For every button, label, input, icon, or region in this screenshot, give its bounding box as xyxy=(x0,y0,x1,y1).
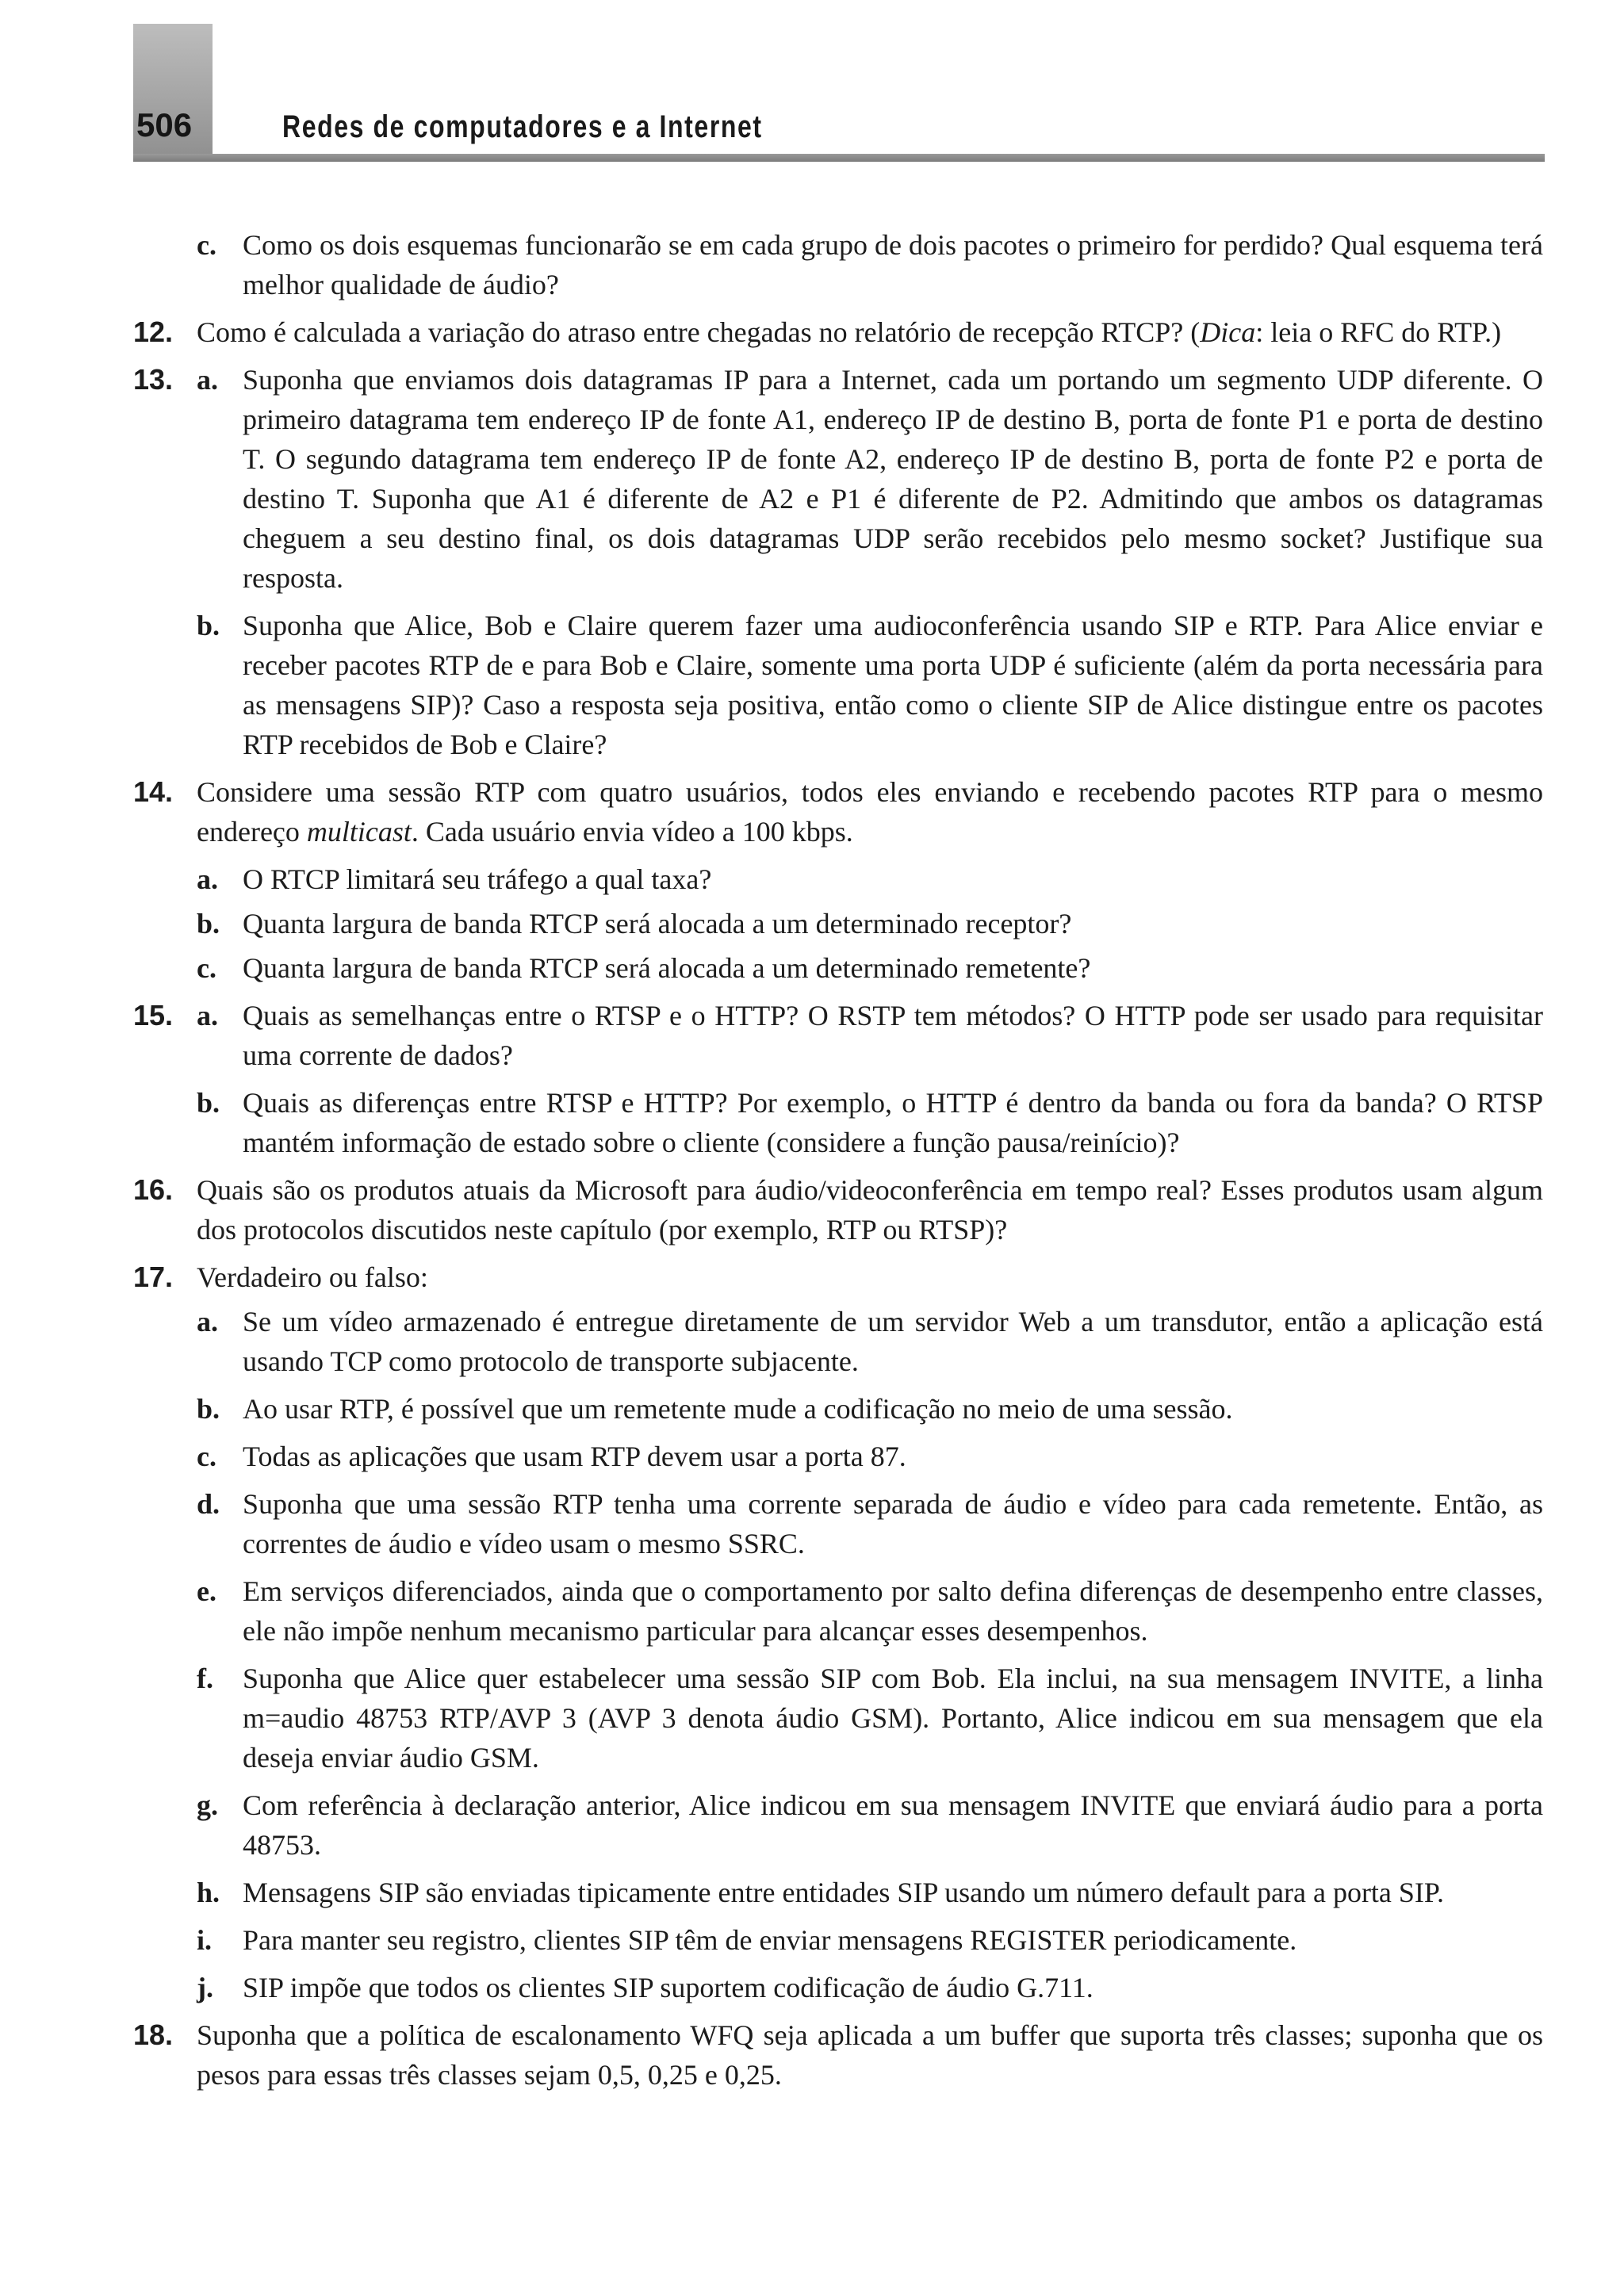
page-header xyxy=(133,24,1545,159)
question-11c xyxy=(133,225,1543,304)
item-letter: c. xyxy=(197,229,216,261)
item-letter: i. xyxy=(197,1924,213,1956)
question-text-emphasis: multicast xyxy=(306,816,412,848)
question-17h xyxy=(133,1873,1543,1912)
item-text: Com referência à declaração anterior, Alice indicou em sua mensagem INVITE que enviará áudio para a porta 48753. xyxy=(243,1789,1543,1861)
exercise-list xyxy=(133,225,1543,2103)
header-rule xyxy=(133,154,1545,162)
question-15a xyxy=(133,996,1543,1075)
item-letter: a. xyxy=(197,863,218,895)
item-letter: b. xyxy=(197,1087,220,1119)
question-number: 16. xyxy=(133,1173,174,1206)
item-letter: f. xyxy=(197,1663,213,1694)
question-text: Suponha que a política de escalonamento WFQ seja aplicada a um buffer que suporta três classes; suponha que os pesos para essas três classes sejam 0,5, 0,25 e 0,25. xyxy=(197,2019,1543,2091)
question-17c xyxy=(133,1437,1543,1476)
item-text: Suponha que Alice quer estabelecer uma sessão SIP com Bob. Ela inclui, na sua mensagem INVITE, a linha m=audio 48753 RTP/AVP 3 (AVP 3 denota áudio GSM). Portanto, Alice indicou em sua mensagem que ela deseja enviar áudio GSM. xyxy=(243,1663,1543,1774)
question-13a xyxy=(133,360,1543,598)
item-text: Suponha que uma sessão RTP tenha uma corrente separada de áudio e vídeo para cada remetente. Então, as correntes de áudio e vídeo usam o mesmo SSRC. xyxy=(243,1488,1543,1559)
question-number: 18. xyxy=(133,2019,174,2051)
item-text: Como os dois esquemas funcionarão se em cada grupo de dois pacotes o primeiro for perdido? Qual esquema terá melhor qualidade de áudio? xyxy=(243,229,1543,300)
question-17 xyxy=(133,1257,1543,1297)
question-17b xyxy=(133,1389,1543,1429)
question-text: Considere uma sessão RTP com quatro usuários, todos eles enviando e recebendo pacotes RTP para o mesmo endereço xyxy=(197,776,1543,848)
question-17g xyxy=(133,1785,1543,1865)
question-14 xyxy=(133,772,1543,851)
item-text: Para manter seu registro, clientes SIP têm de enviar mensagens REGISTER periodicamente. xyxy=(243,1924,1297,1956)
item-letter: a. xyxy=(197,364,218,396)
item-text: Mensagens SIP são enviadas tipicamente entre entidades SIP usando um número default para a porta SIP. xyxy=(243,1877,1444,1908)
item-letter: d. xyxy=(197,1488,220,1520)
item-text: Quanta largura de banda RTCP será alocada a um determinado receptor? xyxy=(243,908,1072,939)
page-number-box xyxy=(133,24,213,159)
question-12 xyxy=(133,312,1543,352)
item-text: Quanta largura de banda RTCP será alocada a um determinado remetente? xyxy=(243,952,1091,984)
question-17e xyxy=(133,1571,1543,1651)
item-text: SIP impõe que todos os clientes SIP suportem codificação de áudio G.711. xyxy=(243,1972,1094,2003)
question-number: 17. xyxy=(133,1261,174,1293)
question-17f xyxy=(133,1659,1543,1777)
question-text-emphasis: Dica xyxy=(1200,316,1256,348)
item-text: Ao usar RTP, é possível que um remetente mude a codificação no meio de uma sessão. xyxy=(243,1393,1233,1425)
item-text: O RTCP limitará seu tráfego a qual taxa? xyxy=(243,863,712,895)
question-14b xyxy=(133,904,1543,943)
question-number: 15. xyxy=(133,999,174,1031)
item-letter: b. xyxy=(197,908,220,939)
item-letter: b. xyxy=(197,1393,220,1425)
question-17j xyxy=(133,1968,1543,2007)
item-letter: a. xyxy=(197,1000,218,1031)
item-text: Todas as aplicações que usam RTP devem usar a porta 87. xyxy=(243,1441,906,1472)
item-text: Se um vídeo armazenado é entregue diretamente de um servidor Web a um transdutor, então a aplicação está usando TCP como protocolo de transporte subjacente. xyxy=(243,1306,1543,1377)
question-text: Verdadeiro ou falso: xyxy=(197,1261,428,1293)
page-number: 506 xyxy=(136,106,193,144)
question-number: 14. xyxy=(133,775,174,808)
question-17i xyxy=(133,1920,1543,1960)
question-text: Como é calculada a variação do atraso entre chegadas no relatório de recepção RTCP? ( xyxy=(197,316,1201,348)
question-16 xyxy=(133,1170,1543,1249)
question-14c xyxy=(133,948,1543,988)
item-letter: c. xyxy=(197,952,216,984)
question-text: : leia o RFC do RTP.) xyxy=(1255,316,1502,348)
item-text: Em serviços diferenciados, ainda que o comportamento por salto defina diferenças de desempenho entre classes, ele não impõe nenhum mecanismo particular para alcançar esses desempenhos. xyxy=(243,1575,1543,1647)
item-letter: e. xyxy=(197,1575,216,1607)
question-14a xyxy=(133,859,1543,899)
running-title: Redes de computadores e a Internet xyxy=(282,109,763,144)
item-letter: c. xyxy=(197,1441,216,1472)
item-text: Quais as semelhanças entre o RTSP e o HTTP? O RSTP tem métodos? O HTTP pode ser usado para requisitar uma corrente de dados? xyxy=(243,1000,1543,1071)
question-number: 12. xyxy=(133,316,174,348)
question-13b xyxy=(133,606,1543,764)
item-text: Quais as diferenças entre RTSP e HTTP? Por exemplo, o HTTP é dentro da banda ou fora da banda? O RTSP mantém informação de estado sobre o cliente (considere a função pausa/reinício)? xyxy=(243,1087,1543,1158)
item-letter: g. xyxy=(197,1789,218,1821)
item-letter: j. xyxy=(197,1972,213,2003)
question-text: Quais são os produtos atuais da Microsoft para áudio/videoconferência em tempo real? Esses produtos usam algum dos protocolos discutidos neste capítulo (por exemplo, RTP ou RTSP)? xyxy=(197,1174,1543,1246)
item-letter: h. xyxy=(197,1877,220,1908)
item-letter: a. xyxy=(197,1306,218,1337)
question-15b xyxy=(133,1083,1543,1162)
question-18 xyxy=(133,2015,1543,2095)
question-number: 13. xyxy=(133,363,174,396)
item-letter: b. xyxy=(197,610,220,641)
item-text: Suponha que Alice, Bob e Claire querem fazer uma audioconferência usando SIP e RTP. Para Alice enviar e receber pacotes RTP de e para Bob e Claire, somente uma porta UDP é suficiente (além da porta necessária para as mensagens SIP)? Caso a resposta seja positiva, então como o cliente SIP de Alice distingue entre os pacotes RTP recebidos de Bob e Claire? xyxy=(243,610,1543,760)
question-17d xyxy=(133,1484,1543,1563)
question-17a xyxy=(133,1302,1543,1381)
question-text: . Cada usuário envia vídeo a 100 kbps. xyxy=(411,816,853,848)
item-text: Suponha que enviamos dois datagramas IP para a Internet, cada um portando um segmento UDP diferente. O primeiro datagrama tem endereço IP de fonte A1, endereço IP de destino B, porta de fonte P1 e porta de destino T. O segundo datagrama tem endereço IP de fonte A2, endereço IP de destino B, porta de fonte P2 e porta de destino T. Suponha que A1 é diferente de A2 e P1 é diferente de P2. Admitindo que ambos os datagramas cheguem a seu destino final, os dois datagramas UDP serão recebidos pelo mesmo socket? Justifique sua resposta. xyxy=(243,364,1543,594)
